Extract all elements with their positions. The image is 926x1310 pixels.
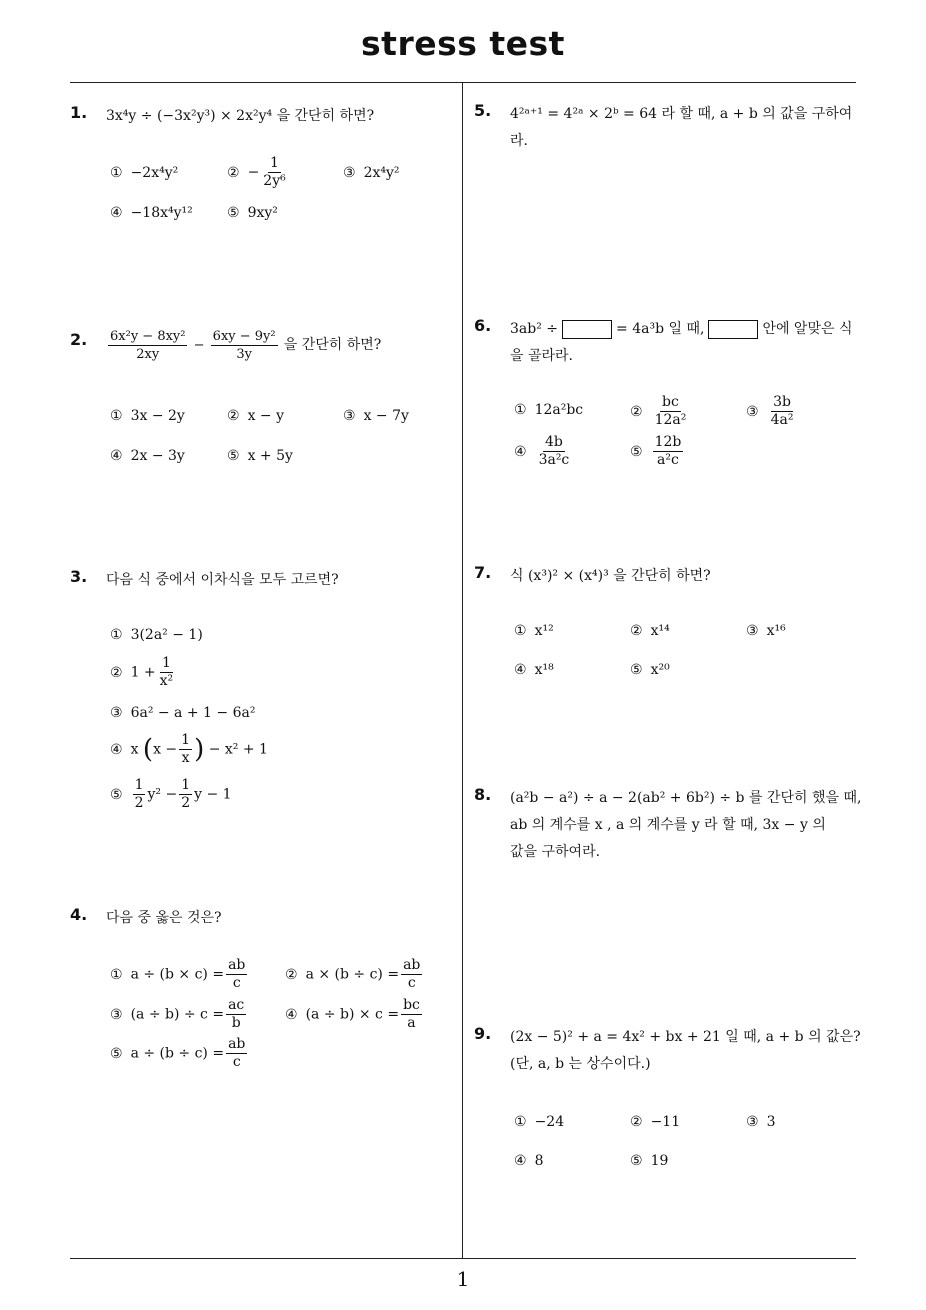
option-text: −2x⁴y² — [130, 165, 179, 181]
denominator: a — [407, 1015, 416, 1031]
choice-marker: ③ — [110, 705, 123, 721]
denominator: a²c — [657, 452, 679, 468]
numerator: 3b — [773, 394, 791, 410]
question-6 — [474, 316, 859, 476]
question-stem: 다음 중 옳은 것은? — [106, 910, 222, 926]
choice-marker: ② — [285, 966, 298, 983]
option-4[interactable] — [514, 1153, 543, 1169]
option-text: −11 — [650, 1114, 681, 1130]
denominator: 2 — [134, 795, 144, 811]
fraction — [179, 777, 192, 812]
choice-marker: ④ — [514, 443, 527, 460]
choice-marker: ① — [110, 627, 123, 643]
option-text: x¹⁶ — [766, 623, 786, 639]
choice-marker: ② — [630, 1114, 643, 1130]
option-text: 8 — [534, 1153, 544, 1169]
denominator: 2 — [181, 795, 191, 811]
option-text: x − — [153, 741, 178, 758]
denominator: c — [232, 975, 241, 991]
fraction — [133, 777, 146, 812]
denominator: c — [407, 975, 416, 991]
option-text: a ÷ (b ÷ c) = — [130, 1045, 225, 1062]
question-stem — [510, 316, 860, 370]
option-2[interactable] — [227, 408, 284, 424]
choice-marker: ④ — [110, 205, 123, 221]
question-5 — [474, 101, 859, 161]
question-stem — [510, 785, 860, 866]
choice-marker: ① — [110, 408, 123, 424]
option-3[interactable] — [746, 1114, 775, 1130]
question-number: 7. — [474, 563, 492, 582]
choice-marker: ① — [514, 402, 527, 418]
numerator: ac — [228, 997, 245, 1013]
option-text: 2x − 3y — [130, 448, 185, 464]
fraction — [769, 394, 796, 429]
denominator: c — [232, 1054, 241, 1070]
option-text: x − 7y — [363, 408, 409, 424]
option-text: 2x⁴y² — [363, 165, 400, 181]
option-3[interactable] — [343, 408, 409, 424]
option-text: a ÷ (b × c) = — [130, 966, 225, 983]
option-text: 6a² − a + 1 − 6a² — [130, 705, 256, 721]
page-title: stress test — [361, 24, 565, 63]
choice-marker: ③ — [746, 1114, 759, 1130]
option-1[interactable] — [110, 957, 249, 992]
option-4[interactable] — [514, 434, 573, 469]
option-text: − x² + 1 — [208, 741, 268, 758]
stem-line: 을 골라라. — [510, 348, 573, 364]
option-5[interactable] — [110, 777, 232, 812]
option-3[interactable] — [110, 705, 255, 721]
choice-marker: ③ — [746, 403, 759, 420]
numerator: 6x²y − 8xy² — [110, 329, 186, 344]
option-5[interactable] — [630, 662, 670, 678]
header-rule — [70, 82, 856, 83]
numerator: ab — [403, 957, 421, 973]
option-1[interactable] — [110, 627, 203, 643]
stem-part: = 4a³b 일 때, — [616, 321, 705, 337]
stem-line: 라. — [510, 133, 528, 149]
choice-marker: ① — [110, 165, 123, 181]
choice-marker: ② — [630, 623, 643, 639]
choice-marker: ③ — [343, 165, 356, 181]
stem-line: 4²ᵃ⁺¹ = 4²ᵃ × 2ᵇ = 64 라 할 때, a + b 의 값을 구하여 — [510, 106, 853, 122]
option-text: 3x − 2y — [130, 408, 185, 424]
option-text: x¹⁴ — [650, 623, 670, 639]
numerator: 1 — [161, 655, 171, 671]
denominator: 3y — [236, 347, 252, 362]
fraction — [401, 957, 422, 992]
stem-part: 3ab² ÷ — [510, 321, 559, 337]
fraction — [226, 957, 247, 992]
denominator: b — [231, 1015, 241, 1031]
fraction — [211, 328, 278, 363]
denominator: 2xy — [136, 347, 160, 362]
question-number: 9. — [474, 1024, 492, 1043]
denominator: 2y⁶ — [263, 173, 286, 189]
question-number: 4. — [70, 905, 88, 924]
numerator: 1 — [181, 732, 191, 748]
option-sign: − — [247, 164, 260, 181]
choice-marker: ① — [110, 966, 123, 983]
stem-line — [510, 316, 860, 343]
fraction — [179, 732, 192, 767]
option-1[interactable] — [110, 408, 185, 424]
choice-marker: ④ — [110, 741, 123, 758]
choice-marker: ⑤ — [630, 662, 643, 678]
option-4[interactable] — [285, 997, 424, 1032]
stem-line: ab 의 계수를 x , a 의 계수를 y 라 할 때, 3x − y 의 — [510, 817, 826, 833]
fraction — [226, 997, 246, 1032]
numerator: bc — [403, 997, 420, 1013]
question-number: 8. — [474, 785, 492, 804]
option-1[interactable] — [514, 1114, 564, 1130]
question-stem: 식 (x³)² × (x⁴)³ 을 간단히 하면? — [510, 568, 711, 584]
option-3[interactable] — [343, 165, 400, 181]
denominator: 12a² — [654, 412, 687, 428]
numerator: ab — [228, 1036, 246, 1052]
fraction — [226, 1036, 247, 1071]
stem-line: (단, a, b 는 상수이다.) — [510, 1056, 651, 1072]
option-text: x²⁰ — [650, 662, 670, 678]
question-8 — [474, 785, 862, 875]
option-text: 1 + — [130, 664, 156, 681]
option-text: (a ÷ b) ÷ c = — [130, 1006, 225, 1023]
choice-marker: ② — [227, 408, 240, 424]
option-2[interactable] — [630, 1114, 680, 1130]
answer-blank — [562, 320, 612, 339]
choice-marker: ⑤ — [630, 443, 643, 460]
option-3[interactable] — [746, 394, 797, 429]
stem-line: (2x − 5)² + a = 4x² + bx + 21 일 때, a + b 의 값은? — [510, 1029, 861, 1045]
option-1[interactable] — [514, 402, 583, 418]
choice-marker: ④ — [514, 662, 527, 678]
minus-sign: − — [193, 338, 205, 353]
question-number: 2. — [70, 330, 88, 349]
numerator: 4b — [544, 434, 563, 450]
question-stem — [106, 328, 381, 363]
stem-line: 값을 구하여라. — [510, 844, 601, 860]
question-number: 5. — [474, 101, 492, 120]
question-1 — [70, 103, 450, 243]
option-1[interactable] — [110, 165, 178, 181]
stem-tail: 을 간단히 하면? — [283, 337, 382, 353]
fraction — [401, 997, 422, 1032]
question-4 — [70, 905, 450, 1085]
option-text: x − y — [247, 408, 284, 424]
fraction — [537, 434, 572, 469]
denominator: 4a² — [770, 412, 794, 428]
fraction — [653, 394, 689, 429]
question-stem: 다음 식 중에서 이차식을 모두 고르면? — [106, 572, 339, 588]
denominator: 3a²c — [538, 452, 570, 468]
option-text: x — [130, 741, 139, 758]
question-stem — [510, 101, 860, 155]
choice-marker: ② — [630, 403, 643, 420]
question-9 — [474, 1024, 859, 1184]
option-4[interactable] — [110, 732, 268, 767]
numerator: bc — [662, 394, 679, 410]
option-4[interactable] — [110, 205, 193, 221]
choice-marker: ② — [227, 164, 240, 181]
option-text: a × (b ÷ c) = — [305, 966, 400, 983]
option-text: 12a²bc — [534, 402, 584, 418]
fraction — [158, 655, 176, 690]
numerator: 1 — [181, 777, 191, 793]
numerator: 1 — [134, 777, 144, 793]
footer-rule — [70, 1258, 856, 1259]
answer-blank — [708, 320, 758, 339]
option-text: 3 — [766, 1114, 776, 1130]
option-3[interactable] — [110, 997, 248, 1032]
numerator: 12b — [654, 434, 682, 450]
question-2 — [70, 328, 450, 478]
option-1[interactable] — [514, 623, 554, 639]
right-paren: ) — [194, 734, 205, 765]
denominator: x² — [159, 673, 174, 689]
choice-marker: ④ — [110, 448, 123, 464]
option-5[interactable] — [630, 1153, 668, 1169]
choice-marker: ③ — [746, 623, 759, 639]
stem-part: 안에 알맞은 식 — [762, 321, 853, 337]
question-stem: 3x⁴y ÷ (−3x²y³) × 2x²y⁴ 을 간단히 하면? — [106, 108, 375, 124]
question-number: 3. — [70, 567, 88, 586]
choice-marker: ① — [514, 623, 527, 639]
numerator: 1 — [270, 155, 279, 171]
choice-marker: ⑤ — [630, 1153, 643, 1169]
numerator: 6xy − 9y² — [212, 329, 276, 344]
option-2[interactable] — [227, 155, 290, 190]
option-2[interactable] — [285, 957, 424, 992]
question-number: 6. — [474, 316, 492, 335]
option-text: y² − — [147, 786, 178, 803]
question-stem — [510, 1024, 860, 1078]
choice-marker: ⑤ — [110, 786, 123, 803]
choice-marker: ⑤ — [227, 205, 240, 221]
option-text: 19 — [650, 1153, 669, 1169]
option-5[interactable] — [227, 448, 293, 464]
choice-marker: ④ — [285, 1006, 298, 1023]
fraction — [108, 328, 187, 363]
denominator: x — [181, 750, 190, 766]
option-text: 9xy² — [247, 205, 278, 221]
choice-marker: ② — [110, 664, 123, 681]
option-3[interactable] — [746, 623, 786, 639]
option-text: 3(2a² − 1) — [130, 627, 203, 643]
option-text: x + 5y — [247, 448, 293, 464]
option-2[interactable] — [110, 655, 177, 690]
question-3 — [70, 567, 450, 827]
question-7 — [474, 563, 859, 693]
question-number: 1. — [70, 103, 88, 122]
choice-marker: ③ — [110, 1006, 123, 1023]
fraction — [261, 155, 287, 190]
option-text: (a ÷ b) × c = — [305, 1006, 400, 1023]
left-paren: ( — [142, 734, 154, 765]
choice-marker: ④ — [514, 1153, 527, 1169]
option-5[interactable] — [227, 205, 278, 221]
stem-line: (a²b − a²) ÷ a − 2(ab² + 6b²) ÷ b 를 간단히 했을 때, — [510, 790, 862, 806]
option-text: −18x⁴y¹² — [130, 205, 193, 221]
option-text: x¹² — [534, 623, 554, 639]
choice-marker: ① — [514, 1114, 527, 1130]
page-number: 1 — [456, 1267, 470, 1291]
column-divider — [462, 82, 463, 1259]
option-2[interactable] — [630, 394, 690, 429]
option-4[interactable] — [514, 662, 554, 678]
choice-marker: ⑤ — [227, 448, 240, 464]
numerator: ab — [228, 957, 246, 973]
option-text: x¹⁸ — [534, 662, 554, 678]
option-2[interactable] — [630, 623, 670, 639]
option-5[interactable] — [110, 1036, 249, 1071]
option-text: y − 1 — [194, 786, 232, 803]
fraction — [653, 434, 684, 469]
option-4[interactable] — [110, 448, 185, 464]
option-5[interactable] — [630, 434, 685, 469]
option-text: −24 — [534, 1114, 565, 1130]
choice-marker: ③ — [343, 408, 356, 424]
choice-marker: ⑤ — [110, 1045, 123, 1062]
